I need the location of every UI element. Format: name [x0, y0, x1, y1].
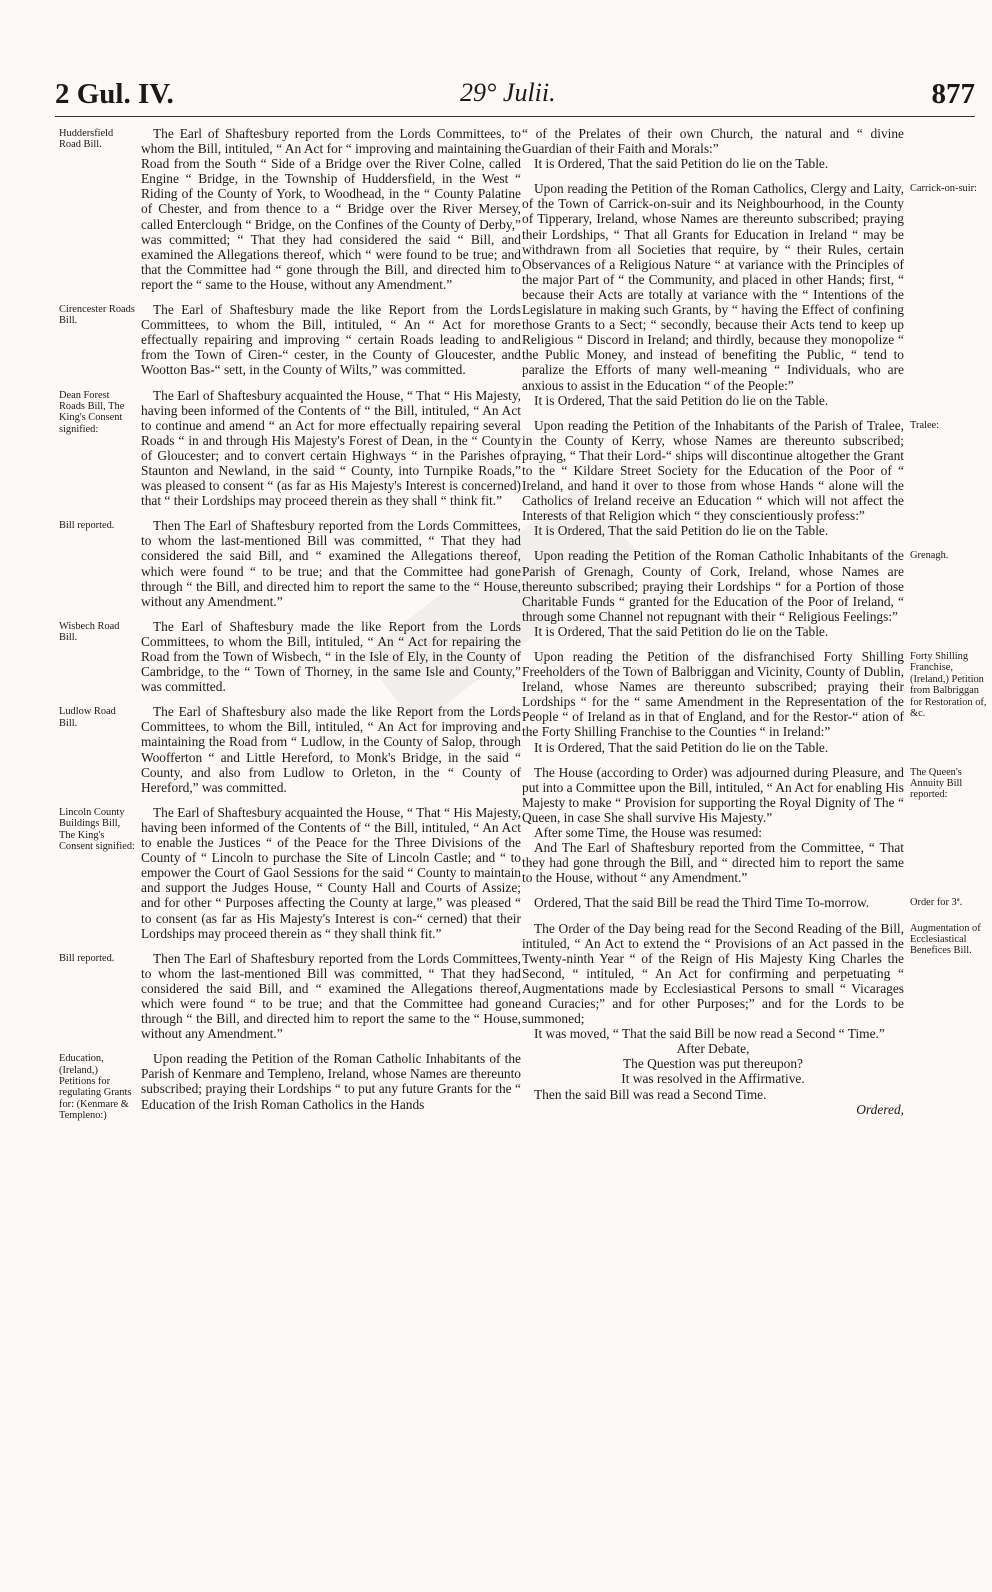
margin-note: Education, (Ireland,) Petitions for regulating Grants for: (Kenmare & Templeno:): [59, 1053, 132, 1122]
page-date: 29° Julii.: [460, 78, 556, 107]
journal-entry: [522, 393, 904, 408]
margin-note: Huddersfield Road Bill.: [59, 128, 114, 151]
journal-entry: [59, 804, 521, 941]
journal-entry: [522, 649, 987, 740]
entry-text: It is Ordered, That the said Petition do lie on the Table.: [534, 623, 829, 639]
entry-text: Upon reading the Petition of the Roman Catholic Inhabitants of the Parish of Grenagh, County of Cork, Ireland, whose Names are thereunto subscribed; praying their Lordships “ for a Portion of those Charitable Funds “ granted for the Education of the Poor of Ireland, “ through some Channel not repugnant with their “ Religious Feelings:”: [522, 548, 904, 624]
journal-entry: [522, 417, 940, 524]
journal-entry: [59, 387, 521, 509]
entry-text: Upon reading the Petition of the Roman Catholics, Clergy and Laity, of the Town of Carrick-on-suir and its Neighbourhood, in the County of Tipperary, Ireland, whose Names are thereunto subscribed; praying their Lordships, “ That all Grants for Education in Ireland “ may be withdrawn from all Societies that require, by “ their Rules, certain Observances of a Religious Nature “ at variance with the Principles of the major Part of “ the Community, and placed in other Hands; first, “ because their Acts are totally at variance with the “ Intentions of the Legislature in making such Grants, by “ having the Effect of confining those Grants to a Sect; “ secondly, because their Acts tend to keep up Religious “ Discord in Ireland; and thirdly, because they monopolize “ the Public Money, and instead of benefiting the Public, “ tend to paralize the Efforts of many well-meaning “ Individuals, who are anxious to assist in the Education “ of the People:”: [522, 181, 904, 393]
entry-text: It is Ordered, That the said Petition do lie on the Table.: [534, 392, 829, 408]
journal-entry: [522, 1087, 904, 1102]
entry-text: It was moved, “ That the said Bill be now read a Second “ Time.”: [534, 1026, 885, 1042]
margin-note: Bill reported.: [59, 952, 115, 964]
entry-text: Upon reading the Petition of the Inhabitants of the Parish of Tralee, in the County of Kerry, whose Names are thereunto subscribed; praying, “ That their Lord-“ ships will discontinue altogether the Grant to the “ Kildare Street Society for the Education of the Poor of “ Ireland, and hand it over to those from whose Hands “ alone will the Catholics of Ireland receive an Education “ which will not affect the Interests of that Religion which “ they conscientiously profess:”: [522, 417, 904, 524]
margin-note: Forty Shilling Franchise, (Ireland,) Petition from Balbriggan for Restoration of, &c.: [910, 651, 987, 720]
margin-note: Tralee:: [910, 419, 940, 431]
journal-entry: [59, 126, 521, 292]
regnal-year: 2 Gul. IV.: [55, 78, 174, 110]
margin-note: Bill reported.: [59, 520, 115, 532]
entry-text: Upon reading the Petition of the disfranchised Forty Shilling Freeholders of the Town of Balbriggan and Vicinity, County of Dublin, Ireland, whose Names are thereunto subscribed; praying their Lordships “ for the “ same Amendment in the Representation of the People “ of Ireland as in that of England, and for the Restor-“ ation of the Forty Shilling Franchise to the Counties “ in Ireland:”: [522, 649, 904, 740]
page-header: [55, 78, 975, 114]
journal-entry: [522, 126, 904, 156]
journal-entry: [59, 950, 521, 1042]
journal-entry: [522, 1056, 904, 1071]
entry-text: The Earl of Shaftesbury made the like Report from the Lords Committees, to whom the Bill, intituled, “ An “ Act for more effectually repairing and improving “ certain Roads leading to and from the Town of Ciren-“ cester, in the County of Gloucester, and Wootton Bas-“ sett, in the County of Wilts,” was committed.: [141, 302, 521, 378]
journal-entry: [522, 1102, 904, 1117]
margin-note: Lincoln County Buildings Bill, The King's Consent signified:: [59, 806, 135, 853]
entry-text: It is Ordered, That the said Petition do lie on the Table.: [534, 523, 829, 539]
right-column: [522, 126, 987, 1117]
entry-text: It is Ordered, That the said Petition do lie on the Table.: [534, 739, 829, 755]
entry-text: It was resolved in the Affirmative.: [621, 1071, 805, 1087]
entry-text: It is Ordered, That the said Petition do lie on the Table.: [534, 156, 829, 172]
entry-text: The House (according to Order) was adjourned during Pleasure, and put into a Committee upon the Bill, intituled, “ An Act for enabling His Majesty to make “ Provision for supporting the Royal Dignity of The “ Queen, in case She shall survive His Majesty.”: [522, 764, 904, 825]
entry-text: The Earl of Shaftesbury also made the like Report from the Lords Committees, to whom the Bill, intituled, “ An Act for improving and maintaining the Road from “ Ludlow, in the County of Salop, through Woofferton “ and Little Hereford, to Monk's Bridge, in the said “ County, and also from Ludlow to Orleton, in the “ County of Hereford,” was committed.: [141, 704, 521, 795]
entry-text: Then The Earl of Shaftesbury reported from the Lords Committees, to whom the last-mentioned Bill was committed, “ That they had considered the said Bill, and “ examined the Allegations thereof, which were found “ to be true; and that the Committee had gone through “ the Bill, and directed him to report the same to the “ House, without any Amendment.”: [141, 518, 521, 609]
entry-text: “ of the Prelates of their own Church, the natural and “ divine Guardian of their Faith and Morals:”: [522, 126, 904, 157]
margin-note: Cirencester Roads Bill.: [59, 304, 135, 327]
journal-entry: [522, 1026, 904, 1041]
journal-entry: [522, 740, 904, 755]
journal-entry: [59, 302, 521, 378]
margin-note: Ludlow Road Bill.: [59, 706, 116, 729]
left-column: [59, 126, 521, 1122]
margin-note: Augmentation of Ecclesiastical Benefices Bill.: [910, 922, 981, 957]
margin-note: Carrick-on-suir:: [910, 183, 977, 195]
entry-text: Ordered,: [856, 1101, 904, 1117]
journal-entry: [522, 920, 981, 1027]
entry-text: After some Time, the House was resumed:: [534, 825, 762, 841]
entry-text: The Earl of Shaftesbury reported from the Lords Committees, to whom the Bill, intituled, “ An Act for “ improving and maintaining the Road from the South “ Side of a Bridge over the River Colne, called Engine “ Bridge, in the Township of Huddersfield, in the West “ Riding of the County of York, to Woodhead, in the “ County Palatine of Chester, and from thence to a “ Bridge over the River Mersey, called Enterclough “ Bridge, on the Confines of the County of Derby,” was committed; “ That they had considered the said “ Bill, and examined the Allegations thereof, which “ were found to be true; and that the Committee had “ gone through the Bill, and directed him to report the “ same to the House, without any Amendment.”: [141, 126, 521, 292]
entry-text: Then the said Bill was read a Second Time.: [534, 1086, 767, 1102]
journal-entry: [522, 840, 904, 885]
margin-note: Wisbech Road Bill.: [59, 620, 120, 644]
header-rule: [55, 116, 975, 117]
margin-note: The Queen's Annuity Bill reported:: [910, 766, 963, 801]
margin-note: Grenagh.: [910, 550, 949, 562]
entry-text: Then The Earl of Shaftesbury reported from the Lords Committees, to whom the last-mentioned Bill was committed, “ That they had considered the said Bill, and “ examined the Allegations thereof, which were found “ to be true; and that the Committee had gone through “ the Bill, and directed him to report the same to the “ House, without any Amendment.”: [141, 950, 521, 1042]
margin-note: Dean Forest Roads Bill, The King's Consent signified:: [59, 389, 125, 435]
margin-note: Order for 3ª.: [910, 897, 963, 909]
journal-entry: [59, 618, 521, 695]
journal-entry: [59, 1051, 521, 1122]
journal-entry: [522, 1041, 904, 1056]
entry-text: Upon reading the Petition of the Roman Catholic Inhabitants of the Parish of Kenmare and Templeno, Ireland, whose Names are thereunto subscribed; praying their Lordships “ to put any future Grants for the “ Education of the Irish Roman Catholics in the Hands: [141, 1051, 521, 1112]
entry-text: The Earl of Shaftesbury acquainted the House, “ That “ His Majesty, having been informed of the Contents of “ the Bill, intituled, “ An Act to continue and amend “ an Act for more effectually repairing several Roads “ in and through His Majesty's Forest of Dean, in the “ County of Gloucester; and to convert certain Highways “ in the Parishes of Staunton and Newland, in the said “ County, into Turnpike Roads,” was pleased to consent “ (as far as His Majesty's Interest is concerned) that “ their Lordships may proceed therein as they shall “ think fit.”: [141, 387, 521, 509]
journal-entry: [59, 518, 521, 609]
entry-text: The Order of the Day being read for the Second Reading of the Bill, intituled, “ An Act to extend the “ Provisions of an Act passed in the Twenty-ninth Year “ of the Reign of His Majesty King Charles the Second, “ intituled, “ An Act for confirming and perpetuating “ Augmentations made by Ecclesiastical Persons to small “ Vicarages and Curacies;” and for other Purposes;” and for the Lords to be summoned;: [522, 920, 904, 1027]
journal-entry: [522, 624, 904, 639]
journal-entry: [522, 825, 904, 840]
entry-text: The Question was put thereupon?: [623, 1056, 803, 1072]
journal-entry: [522, 156, 904, 171]
journal-entry: [522, 1071, 904, 1086]
entry-text: Ordered, That the said Bill be read the Third Time To-morrow.: [534, 895, 870, 911]
entry-text: And The Earl of Shaftesbury reported from the Committee, “ That they had gone through the Bill, and “ directed him to report the same to the House, without “ any Amendment.”: [522, 840, 904, 886]
journal-entry: [522, 181, 977, 393]
entry-text: The Earl of Shaftesbury acquainted the House, “ That “ His Majesty, having been informed of the Contents of “ the Bill, intituled, “ An Act to enable the Justices “ of the Peace for the Three Divisions of the County of “ Lincoln to purchase the Site of Lincoln Castle; and “ to empower the Court of Gaol Sessions for the said “ County to maintain and support the Judges House, “ County Hall and Courts of Assize; and for other “ Purposes affecting the County at large,” was pleased “ to consent (as far as His Majesty's Interest is con-“ cerned) that their Lordships may proceed therein as “ they shall think fit.”: [141, 804, 521, 941]
journal-entry: [522, 764, 963, 825]
entry-text: After Debate,: [676, 1041, 750, 1057]
journal-entry: [59, 704, 521, 795]
entry-text: The Earl of Shaftesbury made the like Report from the Lords Committees, to whom the Bill, intituled, “ An “ Act for repairing the Road from the Town of Wisbech, “ in the Isle of Ely, in the County of Cambridge, to the “ Town of Thorney, in the same Isle and County,” was committed.: [141, 618, 521, 695]
page-number: 877: [931, 78, 975, 110]
journal-entry: [522, 548, 949, 624]
journal-entry: [522, 895, 963, 911]
journal-entry: [522, 523, 904, 538]
